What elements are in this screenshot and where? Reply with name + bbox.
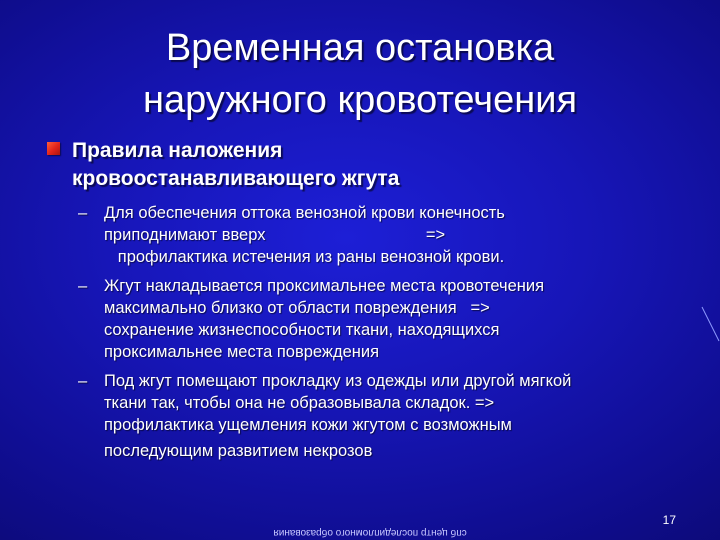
sub-bullet-line: профилактика истечения из раны венозной крови. <box>104 248 505 266</box>
slide-title-line: Временная остановка <box>165 27 555 69</box>
sub-bullet-item <box>78 202 690 268</box>
sub-bullet-item <box>78 370 690 466</box>
sub-bullet-line: Для обеспечения оттока венозной крови конечность <box>104 204 505 222</box>
sub-bullet-list <box>40 202 690 466</box>
dash-bullet-icon: – <box>78 204 88 222</box>
sub-bullet-line: Под жгут помещают прокладку из одежды или другой мягкой <box>104 372 572 390</box>
main-bullet-text <box>72 137 690 193</box>
sub-bullet-line: последующим развитием некрозов <box>104 442 373 460</box>
main-bullet <box>40 137 690 193</box>
sub-bullet-item <box>78 275 690 363</box>
dash-bullet-icon: – <box>78 372 88 390</box>
slide-title-line: наружного кровотечения <box>142 79 578 121</box>
main-bullet-line: кровоостанавливающего жгута <box>72 167 400 190</box>
sub-bullet-line: ткани так, чтобы она не образовывала складок. => <box>104 394 495 412</box>
sub-bullet-line: проксимальнее места повреждения <box>104 343 380 361</box>
sub-bullet-line: сохранение жизнеспособности ткани, находящихся <box>104 321 500 339</box>
sub-bullet-line: профилактика ущемления кожи жгутом с возможным <box>104 416 512 434</box>
slide-title <box>20 22 700 126</box>
sub-bullet-line: приподнимают вверх => <box>104 226 446 244</box>
dash-bullet-icon: – <box>78 277 88 295</box>
sub-bullet-line: Жгут накладывается проксимальнее места кровотечения <box>104 277 545 295</box>
square-bullet-icon <box>47 142 60 155</box>
slide-content <box>40 137 690 473</box>
page-number: 17 <box>662 513 676 527</box>
decorative-line <box>700 305 720 345</box>
main-bullet-line: Правила наложения <box>72 139 283 162</box>
footer-text: спб центр последипломного образования <box>273 527 467 538</box>
sub-bullet-line: максимально близко от области повреждения => <box>104 299 490 317</box>
